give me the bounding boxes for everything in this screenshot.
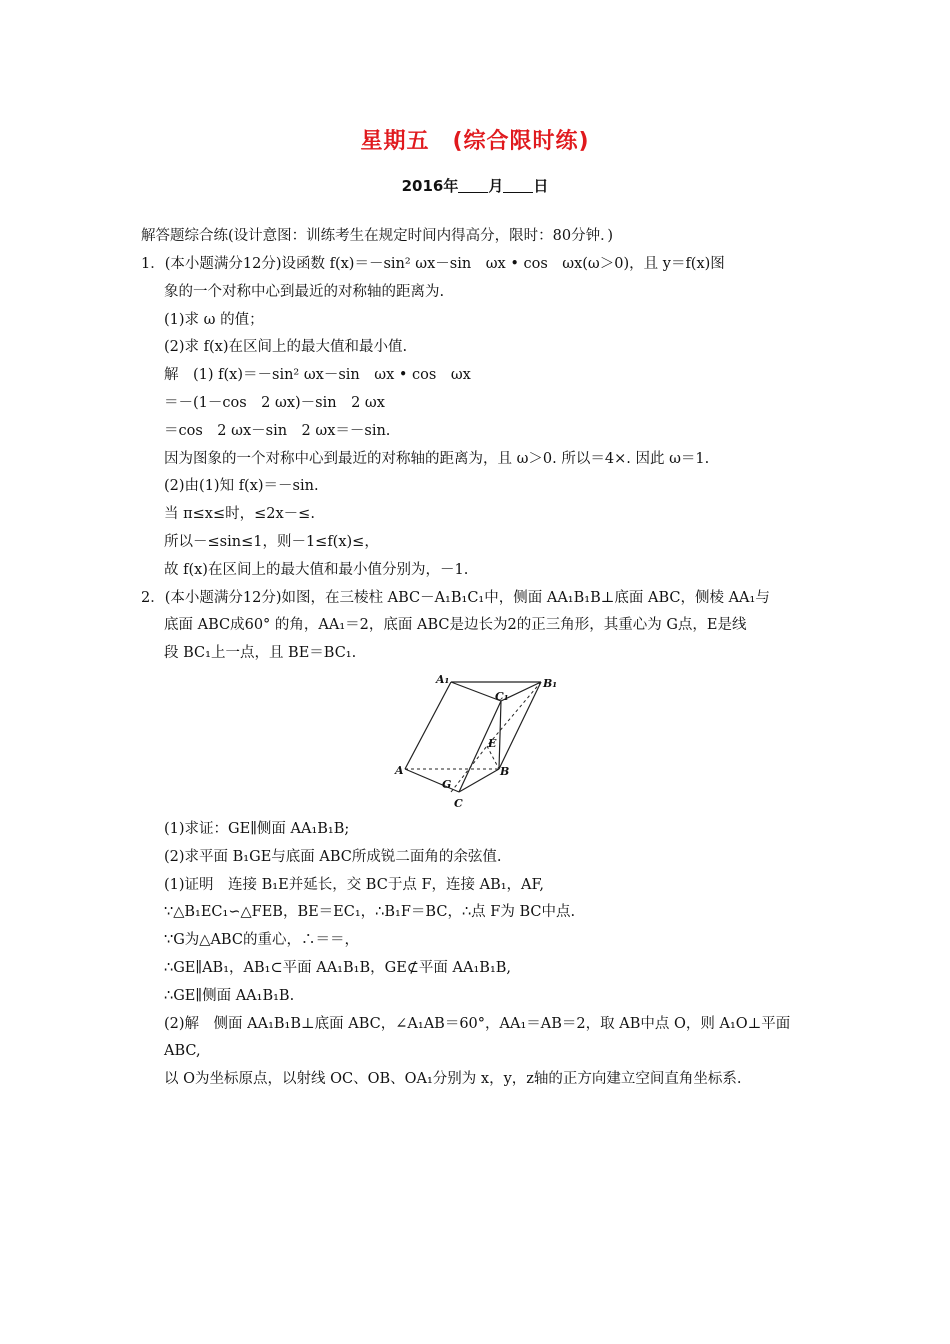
month-blank bbox=[458, 178, 488, 193]
problem2-q2: (2)求平面 B₁GE与底面 ABC所成锐二面角的余弦值. bbox=[164, 849, 502, 865]
solution2-line: (1)证明 连接 B₁E并延长，交 BC于点 F，连接 AB₁，AF, bbox=[164, 877, 544, 893]
solution1-line: 解 (1) f(x)＝－sin² ωx－sin ωx • cos ωx bbox=[164, 367, 471, 383]
problem2-statement-cont: 段 BC₁上一点，且 BE＝BC₁. bbox=[164, 645, 357, 661]
problem1-q2: (2)求 f(x)在区间上的最大值和最小值. bbox=[164, 339, 408, 355]
problem2-statement-cont: 底面 ABC成60° 的角，AA₁＝2，底面 ABC是边长为2的正三角形，其重心为 G点，E是线 bbox=[164, 617, 747, 633]
label-a: A bbox=[395, 764, 404, 777]
prism-figure bbox=[390, 670, 570, 815]
label-e: E bbox=[488, 737, 497, 750]
solution1-line: 故 f(x)在区间上的最大值和最小值分别为，－1. bbox=[164, 562, 469, 578]
solution2-line: ∵G为△ABC的重心，∴＝＝， bbox=[164, 932, 359, 948]
page-title: 星期五 (综合限时练) bbox=[360, 129, 590, 154]
day-blank bbox=[503, 178, 533, 193]
problem2-q1: (1)求证：GE∥侧面 AA₁B₁B; bbox=[164, 821, 350, 837]
date-year: 2016年 bbox=[401, 177, 459, 195]
solution2-line: ∵△B₁EC₁∽△FEB，BE＝EC₁，∴B₁F＝BC，∴点 F为 BC中点. bbox=[164, 904, 576, 920]
intro-line: 解答题综合练(设计意图：训练考生在规定时间内得高分，限时：80分钟．) bbox=[141, 228, 614, 244]
label-c: C bbox=[454, 797, 463, 810]
label-g: G bbox=[442, 778, 452, 791]
problem2-statement: 2．(本小题满分12分)如图，在三棱柱 ABC－A₁B₁C₁中，侧面 AA₁B₁B⊥底面 ABC，侧棱 AA₁与 bbox=[141, 590, 770, 606]
solution1-line: ＝－(1－cos 2 ωx)－sin 2 ωx bbox=[164, 395, 385, 411]
solution2-line: (2)解 侧面 AA₁B₁B⊥底面 ABC，∠A₁AB＝60°，AA₁＝AB＝2，取 AB中点 O，则 A₁O⊥平面 bbox=[164, 1016, 791, 1032]
label-b1: B₁ bbox=[543, 677, 558, 690]
date-day: 日 bbox=[533, 177, 549, 195]
problem1-statement: 1．(本小题满分12分)设函数 f(x)＝－sin² ωx－sin ωx • cos ωx(ω＞0)，且 y＝f(x)图 bbox=[141, 256, 725, 272]
date-month: 月 bbox=[488, 177, 504, 195]
label-a1: A₁ bbox=[436, 673, 450, 686]
label-c1: C₁ bbox=[495, 690, 509, 703]
label-b: B bbox=[500, 765, 510, 778]
solution1-line: 所以－≤sin≤1，则－1≤f(x)≤， bbox=[164, 534, 379, 550]
date-line bbox=[0, 175, 950, 196]
solution1-line: 因为图象的一个对称中心到最近的对称轴的距离为，且 ω＞0. 所以＝4×. 因此 ω＝1. bbox=[164, 451, 710, 467]
solution2-line: ∴GE∥AB₁，AB₁⊂平面 AA₁B₁B，GE⊄平面 AA₁B₁B, bbox=[164, 960, 512, 976]
solution2-line: ABC, bbox=[164, 1043, 201, 1059]
solution1-line: ＝cos 2 ωx－sin 2 ωx＝－sin. bbox=[164, 423, 391, 439]
solution1-line: (2)由(1)知 f(x)＝－sin. bbox=[164, 478, 319, 494]
problem1-q1: (1)求 ω 的值； bbox=[164, 312, 264, 328]
solution2-line: 以 O为坐标原点，以射线 OC、OB、OA₁分别为 x，y，z轴的正方向建立空间直角坐标系. bbox=[164, 1071, 742, 1087]
solution2-line: ∴GE∥侧面 AA₁B₁B. bbox=[164, 988, 295, 1004]
solution1-line: 当 π≤x≤时，≤2x－≤. bbox=[164, 506, 315, 522]
problem1-statement-cont: 象的一个对称中心到最近的对称轴的距离为. bbox=[164, 284, 445, 300]
